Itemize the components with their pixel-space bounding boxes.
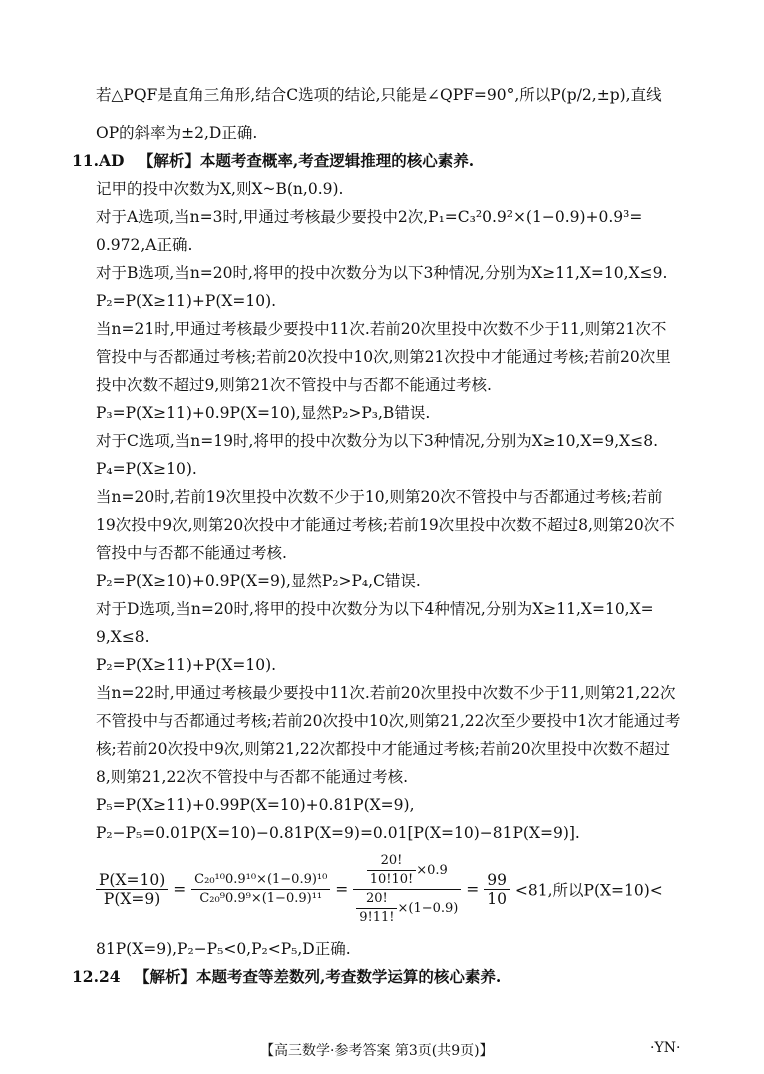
question-answer: 24 (98, 967, 121, 986)
fraction-numerator: P(X=10) (96, 871, 168, 890)
text-line: 对于A选项,当n=3时,甲通过考核最少要投中2次,P₁=C₃²0.9²×(1−0.9)+0.9³= (96, 208, 643, 226)
formula-line: P₃=P(X≥11)+0.9P(X=10),显然P₂>P₃,B错误. (96, 404, 431, 422)
factorial-fraction (353, 852, 461, 927)
footer-label: 【高三数学·参考答案 第3页(共9页)】 (260, 1043, 494, 1059)
text-line: 管投中与否都通过考核;若前20次投中10次,则第21次投中才能通过考核;若前20次里 (96, 348, 671, 366)
fraction-numerator: 20! (356, 890, 397, 909)
formula-line: P₄=P(X≥10). (96, 460, 197, 478)
analysis-tag: 【解析】本题考查等差数列,考查数学运算的核心素养. (133, 967, 502, 986)
question-11-header (72, 150, 474, 172)
text-line: 19次投中9次,则第20次投中才能通过考核;若前19次里投中次数不超过8,则第20次不 (96, 516, 675, 534)
text-line: 记甲的投中次数为X,则X~B(n,0.9). (96, 180, 344, 198)
text-line: 对于B选项,当n=20时,将甲的投中次数分为以下3种情况,分别为X≥11,X=10,X≤9. (96, 264, 668, 282)
text-line: 当n=20时,若前19次里投中次数不少于10,则第20次不管投中与否都通过考核;若前 (96, 488, 663, 506)
formula-line: 81P(X=9),P₂−P₅<0,P₂<P₅,D正确. (96, 940, 351, 958)
text-line: 若△PQF是直角三角形,结合C选项的结论,只能是∠QPF=90°,所以P(p/2,±p),直线 (96, 86, 662, 104)
formula-line: P₂=P(X≥11)+P(X=10). (96, 656, 277, 674)
question-number: 11. (72, 151, 99, 170)
fraction-numerator: 20! (367, 852, 417, 871)
fraction-numerator: C₂₀¹⁰0.9¹⁰×(1−0.9)¹⁰ (191, 871, 330, 890)
text-line: 当n=22时,甲通过考核最少要投中11次.若前20次里投中次数不少于11,则第21,22次 (96, 684, 676, 702)
fraction-denominator: 10 (487, 890, 507, 908)
result-fraction (484, 871, 510, 908)
fraction-denominator (353, 890, 461, 927)
text-line: 9,X≤8. (96, 628, 150, 646)
text-line: 不管投中与否都通过考核;若前20次投中10次,则第21,22次至少要投中1次才能通过考 (96, 712, 681, 730)
text-line: 0.972,A正确. (96, 236, 193, 254)
formula-line: P₂−P₅=0.01P(X=10)−0.81P(X=9)=0.01[P(X=10)−81P(X=9)]. (96, 824, 580, 842)
text-line: 对于D选项,当n=20时,将甲的投中次数分为以下4种情况,分别为X≥11,X=10,X= (96, 600, 654, 618)
footer-code: ·YN· (650, 1040, 681, 1056)
question-12-header (72, 966, 501, 988)
fraction-denominator: 10!10! (369, 872, 414, 887)
text-line: 投中次数不超过9,则第21次不管投中与否都不能通过考核. (96, 376, 492, 394)
formula-line: P₂=P(X≥11)+P(X=10). (96, 292, 277, 310)
text-line: 管投中与否都不能通过考核. (96, 544, 287, 562)
inner-fraction (356, 890, 397, 927)
text-line: 对于C选项,当n=19时,将甲的投中次数分为以下3种情况,分别为X≥10,X=9,X≤8. (96, 432, 658, 450)
fraction-denominator: C₂₀⁹0.9⁹×(1−0.9)¹¹ (199, 891, 323, 906)
text-line: OP的斜率为±2,D正确. (96, 124, 258, 142)
equation-tail: <81,所以P(X=10)< (514, 881, 663, 900)
fraction-numerator: 99 (484, 871, 510, 890)
text-line: 当n=21时,甲通过考核最少要投中11次.若前20次里投中次数不少于11,则第21次不 (96, 320, 667, 338)
fraction-equation: $\frac{P(X=10)}{P(X=9)}$ = $\frac{\text{C₂₀¹⁰0.9¹⁰×(1−0.9)¹⁰}}{\text{C₂₀⁹0.9⁹×(1−0.9)¹¹}}$ = $\frac{20!}{10!10!}$ ×0.9 $\frac{20!}{9!11!}$ ×(1−0.9) = $\frac{99}{10}$ <81,所以P(X=10)< (96, 852, 663, 927)
binomial-fraction (191, 871, 330, 908)
numerator-tail: ×0.9 (416, 863, 448, 878)
formula-line: P₅=P(X≥11)+0.99P(X=10)+0.81P(X=9), (96, 796, 415, 814)
inner-fraction (367, 852, 417, 889)
denominator-tail: ×(1−0.9) (397, 901, 459, 916)
analysis-tag: 【解析】本题考查概率,考查逻辑推理的核心素养. (137, 151, 475, 170)
fraction-denominator: P(X=9) (103, 890, 161, 908)
question-number: 12. (72, 967, 99, 986)
lhs-fraction (96, 871, 168, 908)
fraction-numerator (353, 852, 461, 890)
question-answer: AD (98, 151, 125, 170)
fraction-denominator: 9!11! (359, 910, 395, 925)
text-line: 核;若前20次投中9次,则第21,22次都投中才能通过考核;若前20次里投中次数不超过 (96, 740, 671, 758)
formula-line: P₂=P(X≥10)+0.9P(X=9),显然P₂>P₄,C错误. (96, 572, 421, 590)
text-line: 8,则第21,22次不管投中与否都不能通过考核. (96, 768, 409, 786)
